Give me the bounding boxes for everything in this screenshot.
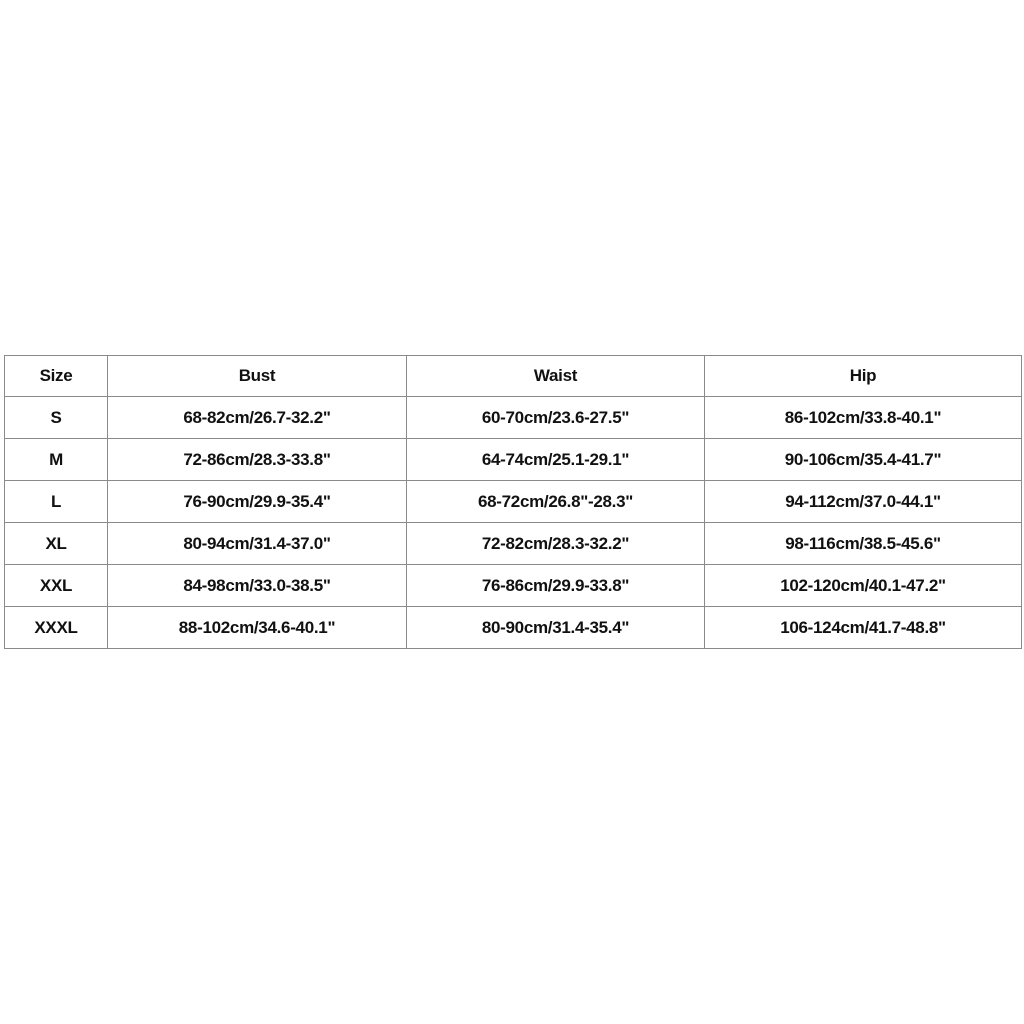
table-row xyxy=(5,481,1022,523)
cell-hip: 94-112cm/37.0-44.1" xyxy=(705,481,1022,523)
cell-bust: 72-86cm/28.3-33.8" xyxy=(108,439,407,481)
table-row xyxy=(5,439,1022,481)
cell-size: XXL xyxy=(5,565,108,607)
table-row xyxy=(5,397,1022,439)
cell-bust: 84-98cm/33.0-38.5" xyxy=(108,565,407,607)
header-waist: Waist xyxy=(407,356,705,397)
header-hip: Hip xyxy=(705,356,1022,397)
cell-size: XL xyxy=(5,523,108,565)
cell-size: XXXL xyxy=(5,607,108,649)
cell-hip: 102-120cm/40.1-47.2" xyxy=(705,565,1022,607)
table-row xyxy=(5,607,1022,649)
cell-hip: 106-124cm/41.7-48.8" xyxy=(705,607,1022,649)
cell-bust: 88-102cm/34.6-40.1" xyxy=(108,607,407,649)
cell-waist: 64-74cm/25.1-29.1" xyxy=(407,439,705,481)
cell-bust: 80-94cm/31.4-37.0" xyxy=(108,523,407,565)
cell-waist: 68-72cm/26.8"-28.3" xyxy=(407,481,705,523)
cell-hip: 86-102cm/33.8-40.1" xyxy=(705,397,1022,439)
size-chart-table xyxy=(4,355,1022,649)
cell-waist: 72-82cm/28.3-32.2" xyxy=(407,523,705,565)
cell-bust: 76-90cm/29.9-35.4" xyxy=(108,481,407,523)
cell-waist: 76-86cm/29.9-33.8" xyxy=(407,565,705,607)
cell-size: S xyxy=(5,397,108,439)
header-bust: Bust xyxy=(108,356,407,397)
table-header-row xyxy=(5,356,1022,397)
header-size: Size xyxy=(5,356,108,397)
cell-hip: 98-116cm/38.5-45.6" xyxy=(705,523,1022,565)
cell-waist: 60-70cm/23.6-27.5" xyxy=(407,397,705,439)
cell-hip: 90-106cm/35.4-41.7" xyxy=(705,439,1022,481)
cell-bust: 68-82cm/26.7-32.2" xyxy=(108,397,407,439)
cell-size: L xyxy=(5,481,108,523)
cell-waist: 80-90cm/31.4-35.4" xyxy=(407,607,705,649)
table-row xyxy=(5,523,1022,565)
table-row xyxy=(5,565,1022,607)
cell-size: M xyxy=(5,439,108,481)
